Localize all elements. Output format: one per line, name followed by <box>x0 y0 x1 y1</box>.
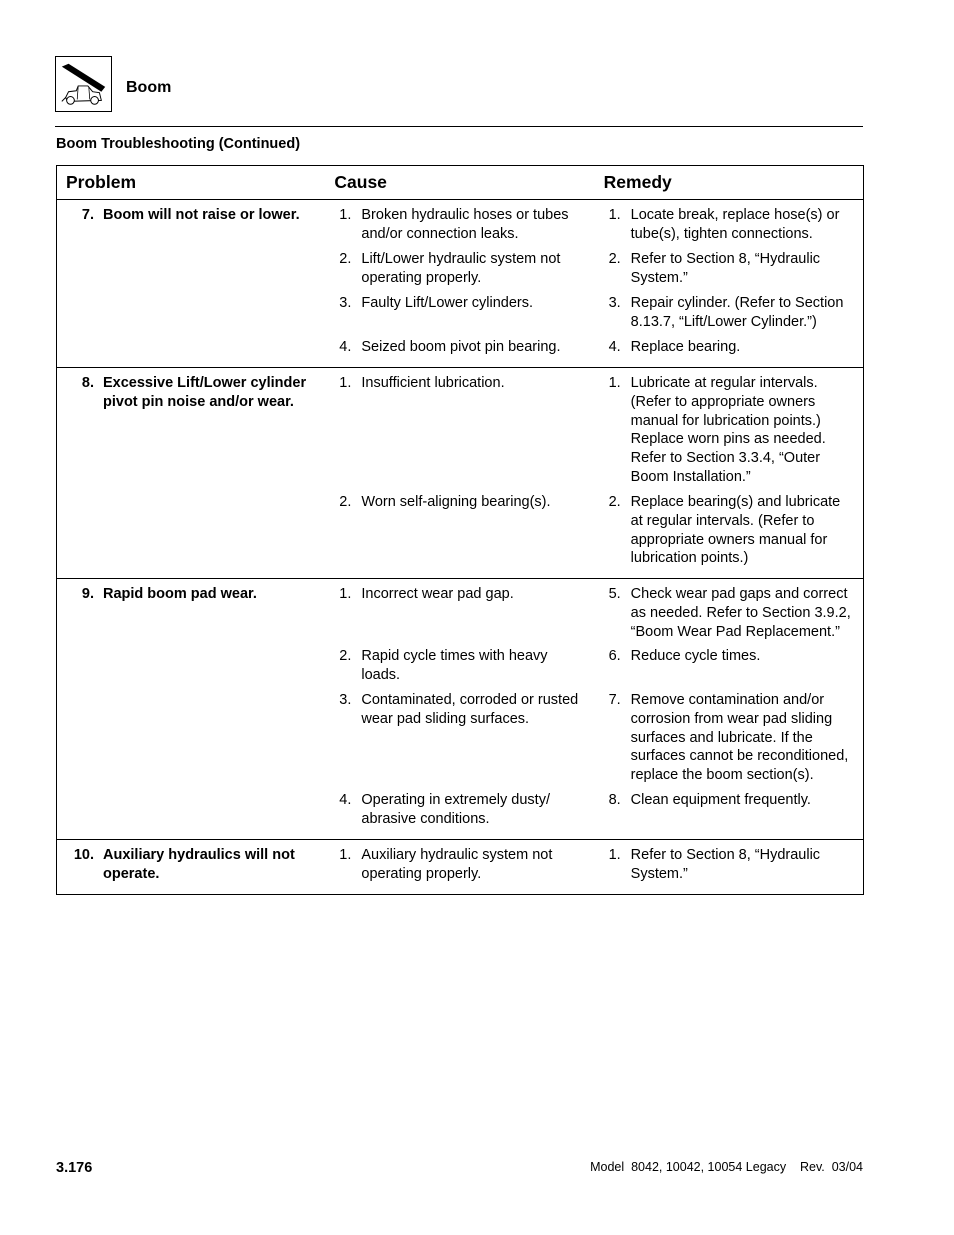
cause-text: Insufficient lubrication. <box>361 375 505 391</box>
remedy-text: Remove contamination and/or corrosion from wear pad sliding surfaces and lubricate. If the surfaces cannot be reconditioned, replace the boom section(s). <box>630 692 849 784</box>
model-revision: Model 8042, 10042, 10054 Legacy Rev. 03/04 <box>590 1160 863 1174</box>
remedy-text: Repair cylinder. (Refer to Section 8.13.7, “Lift/Lower Cylinder.”) <box>630 295 844 330</box>
cause-item <box>334 294 586 332</box>
table-header-row <box>57 166 864 200</box>
telehandler-boom-icon <box>56 57 111 111</box>
cause-number: 1. <box>339 207 352 223</box>
cause-text: Auxiliary hydraulic system not operating properly. <box>361 847 553 882</box>
cause-cell <box>325 200 594 368</box>
problem-number: 8. <box>81 375 94 391</box>
remedy-text: Check wear pad gaps and correct as needed. Refer to Section 3.9.2, “Boom Wear Pad Replacement.” <box>630 586 851 640</box>
remedy-item <box>604 206 855 244</box>
problem-number: 9. <box>81 586 94 602</box>
cause-item <box>334 647 586 685</box>
cause-number: 3. <box>339 295 352 311</box>
problem-text: Excessive Lift/Lower cylinder pivot pin noise and/or wear. <box>103 375 307 410</box>
remedy-text: Locate break, replace hose(s) or tube(s), tighten connections. <box>630 207 840 242</box>
cause-number: 4. <box>339 792 352 808</box>
remedy-text: Refer to Section 8, “Hydraulic System.” <box>630 847 821 882</box>
page-number: 3.176 <box>56 1160 93 1176</box>
remedy-number: 3. <box>608 295 621 311</box>
remedy-item <box>604 374 855 487</box>
cause-item <box>334 691 586 785</box>
remedy-number: 4. <box>608 339 621 355</box>
remedy-number: 1. <box>608 375 621 391</box>
remedy-text: Replace bearing(s) and lubricate at regular intervals. (Refer to appropriate owners manual for lubrication points.) <box>630 494 841 567</box>
remedy-text: Reduce cycle times. <box>630 648 761 664</box>
problem-text: Auxiliary hydraulics will not operate. <box>103 847 295 882</box>
cause-number: 2. <box>339 648 352 664</box>
remedy-item <box>604 585 855 641</box>
cause-item <box>334 374 586 487</box>
section-title: Boom <box>126 79 172 96</box>
cause-item <box>334 493 586 568</box>
cause-number: 4. <box>339 339 352 355</box>
cause-column-header: Cause <box>325 166 594 200</box>
problem-number: 7. <box>81 207 94 223</box>
cause-item <box>334 791 586 829</box>
header-divider <box>55 126 863 127</box>
remedy-item <box>604 846 855 884</box>
remedy-text: Refer to Section 8, “Hydraulic System.” <box>630 251 821 286</box>
cause-item <box>334 585 586 641</box>
remedy-text: Clean equipment frequently. <box>630 792 811 808</box>
remedy-number: 1. <box>608 207 621 223</box>
cause-text: Broken hydraulic hoses or tubes and/or connection leaks. <box>361 207 569 242</box>
problem-column-header: Problem <box>57 166 326 200</box>
table-row <box>57 200 864 368</box>
cause-text: Incorrect wear pad gap. <box>361 586 514 602</box>
cause-text: Faulty Lift/Lower cylinders. <box>361 295 534 311</box>
troubleshooting-table <box>56 165 864 895</box>
cause-text: Seized boom pivot pin bearing. <box>361 339 561 355</box>
remedy-item <box>604 294 855 332</box>
cause-cell <box>325 840 594 895</box>
remedy-cell <box>595 368 864 579</box>
remedy-item <box>604 250 855 288</box>
remedy-item <box>604 493 855 568</box>
cause-text: Rapid cycle times with heavy loads. <box>361 648 548 683</box>
cause-item <box>334 250 586 288</box>
remedy-number: 7. <box>608 692 621 708</box>
remedy-number: 1. <box>608 847 621 863</box>
remedy-text: Replace bearing. <box>630 339 741 355</box>
remedy-item <box>604 691 855 785</box>
remedy-cell <box>595 840 864 895</box>
table-row <box>57 840 864 895</box>
problem-text: Boom will not raise or lower. <box>103 207 300 223</box>
problem-number: 10. <box>73 847 94 863</box>
table-row <box>57 579 864 840</box>
cause-text: Contaminated, corroded or rusted wear pad sliding surfaces. <box>361 692 579 727</box>
cause-item <box>334 206 586 244</box>
cause-item <box>334 338 586 357</box>
remedy-number: 6. <box>608 648 621 664</box>
remedy-text: Lubricate at regular intervals. (Refer to appropriate owners manual for lubrication points.) Replace worn pins as needed. Refer to Section 3.3.4, “Outer Boom Installation.” <box>630 375 826 485</box>
cause-cell <box>325 368 594 579</box>
problem-text: Rapid boom pad wear. <box>103 586 257 602</box>
cause-number: 3. <box>339 692 352 708</box>
boom-section-icon <box>55 56 112 112</box>
remedy-cell <box>595 200 864 368</box>
cause-text: Operating in extremely dusty/ abrasive conditions. <box>361 792 550 827</box>
cause-text: Lift/Lower hydraulic system not operating properly. <box>361 251 561 286</box>
table-row <box>57 368 864 579</box>
remedy-cell <box>595 579 864 840</box>
remedy-item <box>604 338 855 357</box>
remedy-number: 2. <box>608 494 621 510</box>
remedy-item <box>604 647 855 685</box>
remedy-number: 8. <box>608 792 621 808</box>
cause-number: 1. <box>339 375 352 391</box>
remedy-number: 2. <box>608 251 621 267</box>
cause-number: 2. <box>339 251 352 267</box>
problem-cell <box>57 368 326 579</box>
remedy-number: 5. <box>608 586 621 602</box>
remedy-column-header: Remedy <box>595 166 864 200</box>
problem-cell <box>57 200 326 368</box>
problem-cell <box>57 579 326 840</box>
cause-number: 1. <box>339 847 352 863</box>
cause-number: 2. <box>339 494 352 510</box>
cause-cell <box>325 579 594 840</box>
cause-number: 1. <box>339 586 352 602</box>
cause-item <box>334 846 586 884</box>
cause-text: Worn self-aligning bearing(s). <box>361 494 551 510</box>
remedy-item <box>604 791 855 829</box>
problem-cell <box>57 840 326 895</box>
page-subtitle: Boom Troubleshooting (Continued) <box>56 136 301 152</box>
